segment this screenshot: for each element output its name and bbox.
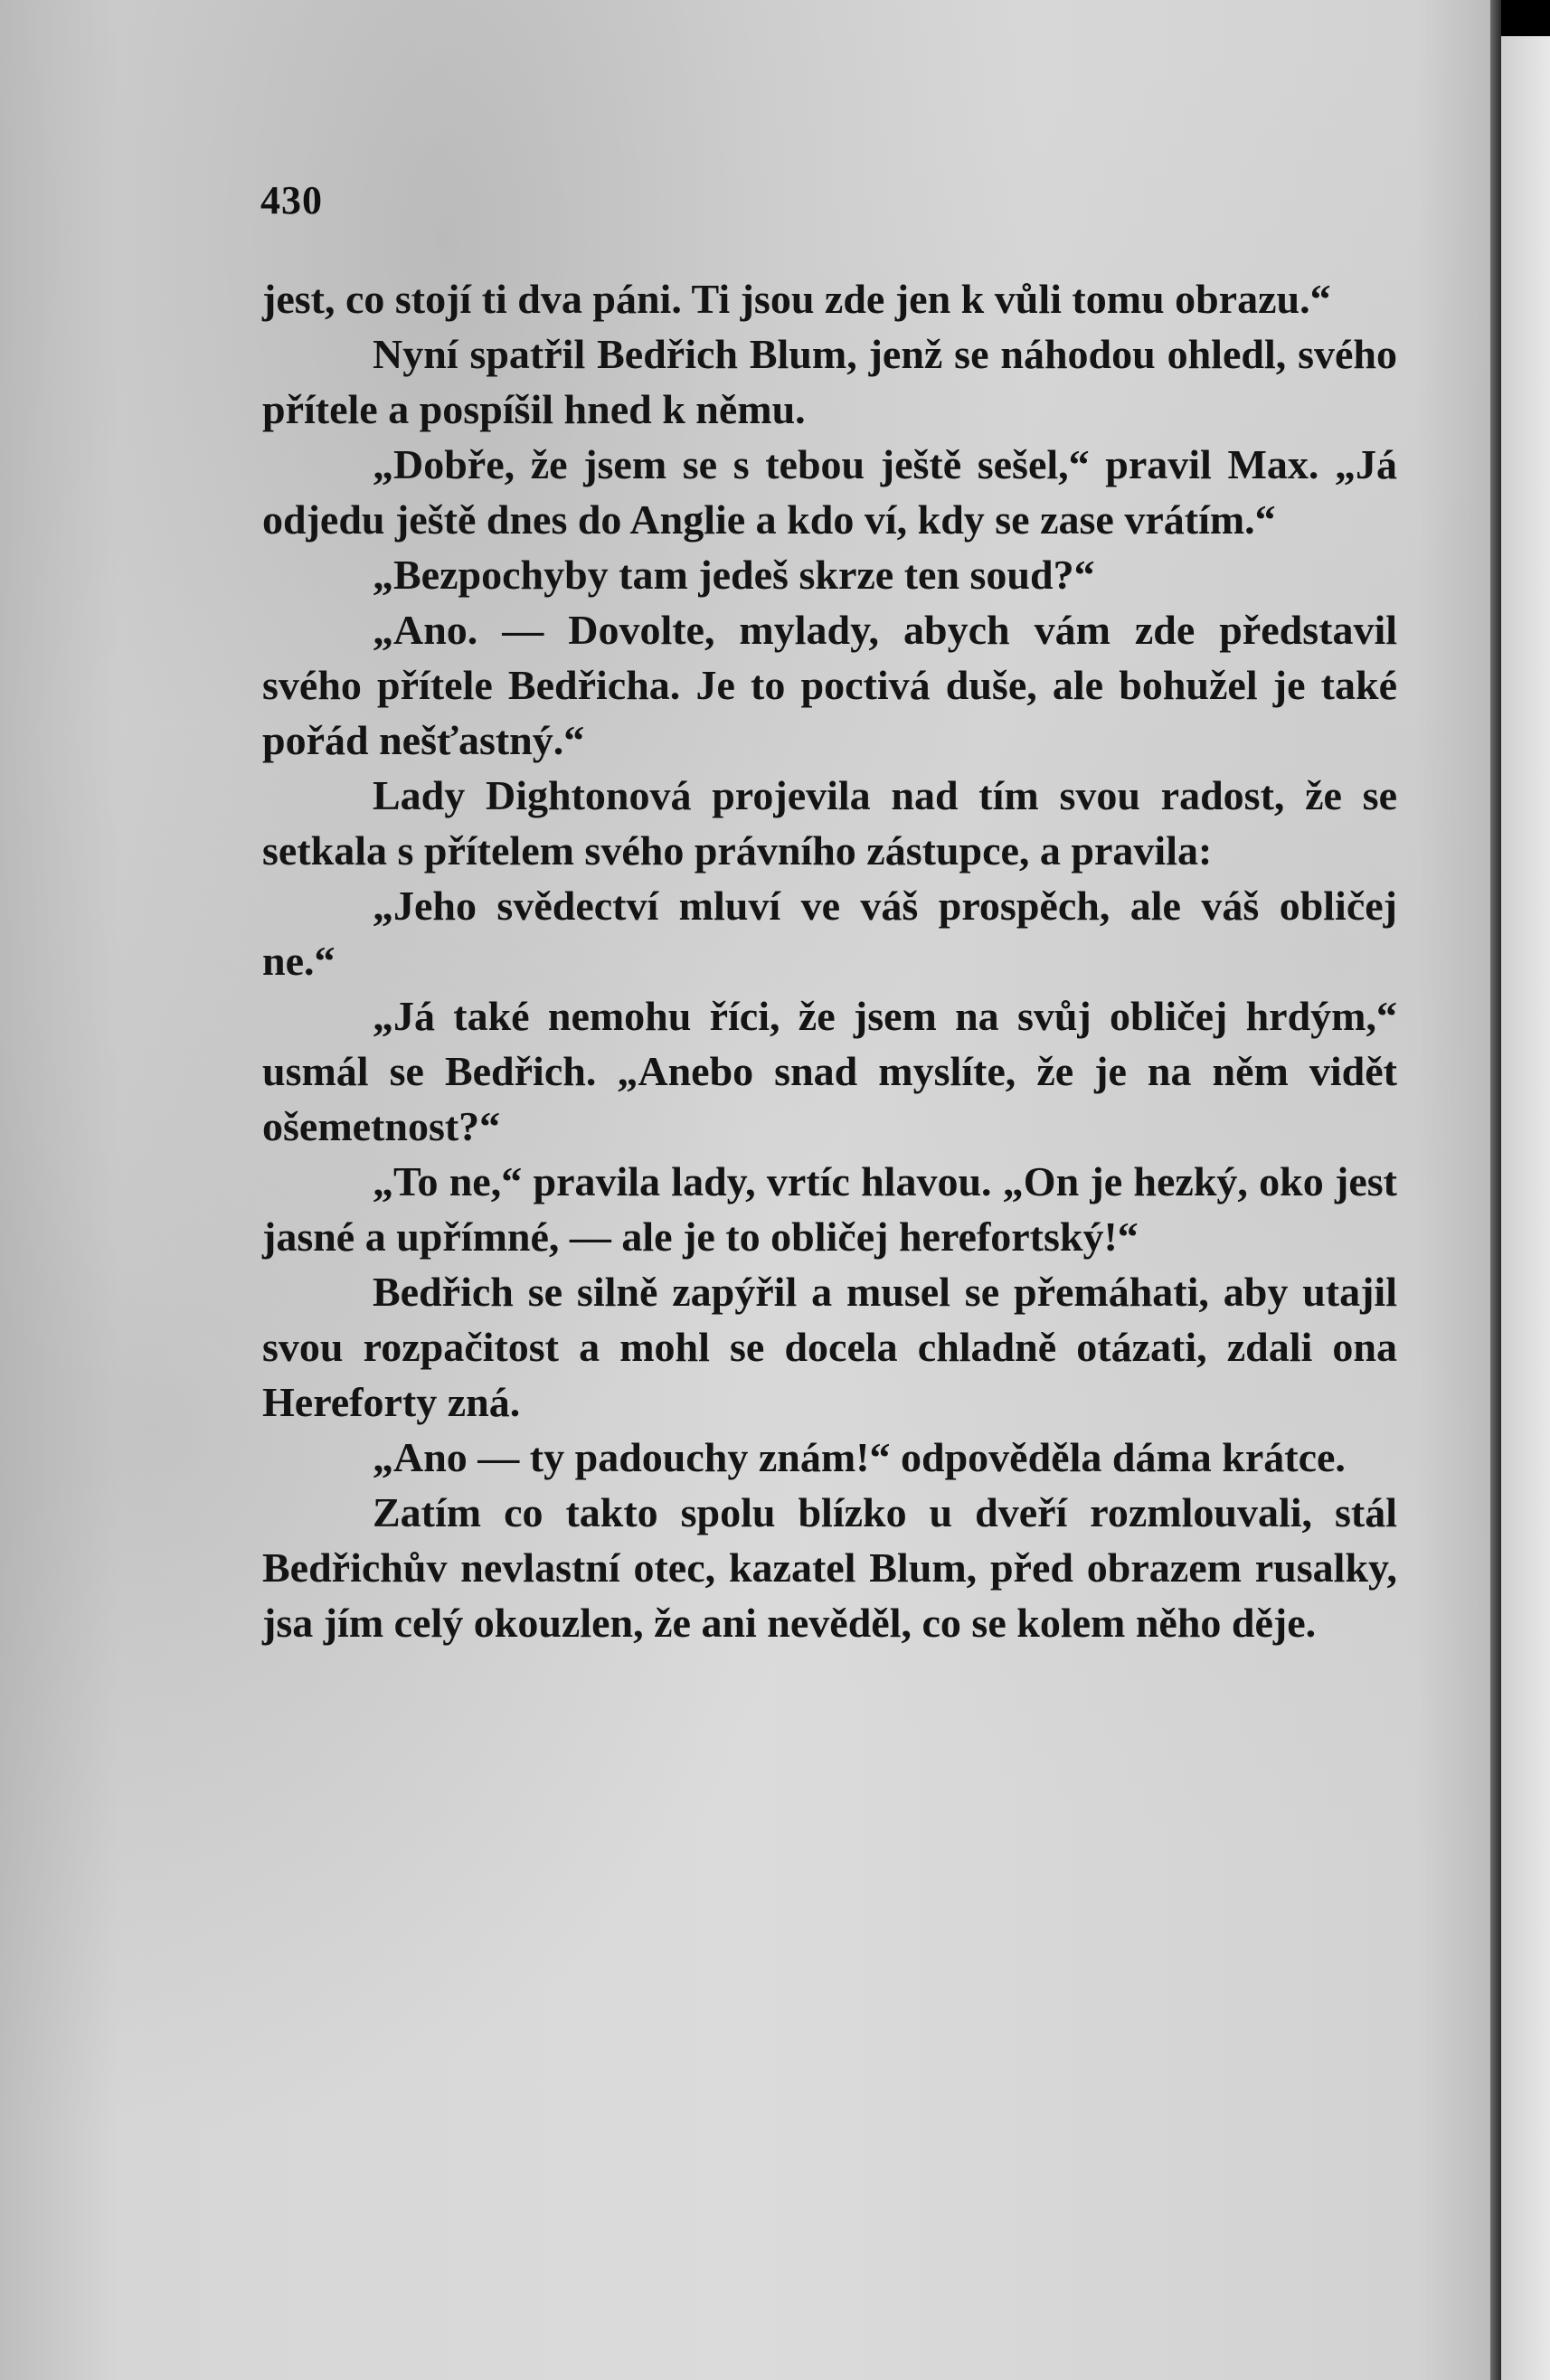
paragraph: „Bezpochyby tam jedeš skrze ten soud?“ <box>373 552 1095 598</box>
page-number: 430 <box>260 178 323 222</box>
paragraph: Bedřich se silně zapýřil a musel se přemáhati, aby utajil svou rozpačitost a mohl se docela chladně otázati, zdali ona Hereforty zná. <box>262 1269 1397 1425</box>
paragraph: „To ne,“ pravila lady, vrtíc hlavou. „On je hezký, oko jest jasné a upřímné, — ale je to obličej herefortský!“ <box>262 1158 1397 1260</box>
paragraph: jest, co stojí ti dva páni. Ti jsou zde jen k vůli tomu obrazu.“ <box>262 276 1331 322</box>
paragraph: „Dobře, že jsem se s tebou ještě sešel,“ pravil Max. „Já odjedu ještě dnes do Anglie a kdo ví, kdy se zase vrátím.“ <box>262 441 1397 543</box>
page-gutter-shadow <box>1490 0 1501 2380</box>
paragraph: „Ano — ty padouchy znám!“ odpověděla dáma krátce. <box>373 1434 1346 1480</box>
body-text <box>262 271 1397 1650</box>
paragraph: „Ano. — Dovolte, mylady, abych vám zde představil svého přítele Bedřicha. Je to poctivá duše, ale bohužel je také pořád nešťastný.“ <box>262 607 1397 763</box>
adjacent-page-edge <box>1501 36 1550 2380</box>
paragraph: „Já také nemohu říci, že jsem na svůj obličej hrdým,“ usmál se Bedřich. „Anebo snad myslíte, že je na něm vidět ošemetnost?“ <box>262 993 1397 1149</box>
paragraph: Zatím co takto spolu blízko u dveří rozmlouvali, stál Bedřichův nevlastní otec, kazatel Blum, před obrazem rusalky, jsa jím celý okouzlen, že ani nevěděl, co se kolem něho děje. <box>262 1489 1397 1646</box>
paragraph: „Jeho svědectví mluví ve váš prospěch, ale váš obličej ne.“ <box>262 883 1397 984</box>
paragraph: Nyní spatřil Bedřich Blum, jenž se náhodou ohledl, svého přítele a pospíšil hned k němu. <box>262 331 1397 432</box>
paragraph: Lady Dightonová projevila nad tím svou radost, že se setkala s přítelem svého právního zástupce, a pravila: <box>262 772 1397 874</box>
